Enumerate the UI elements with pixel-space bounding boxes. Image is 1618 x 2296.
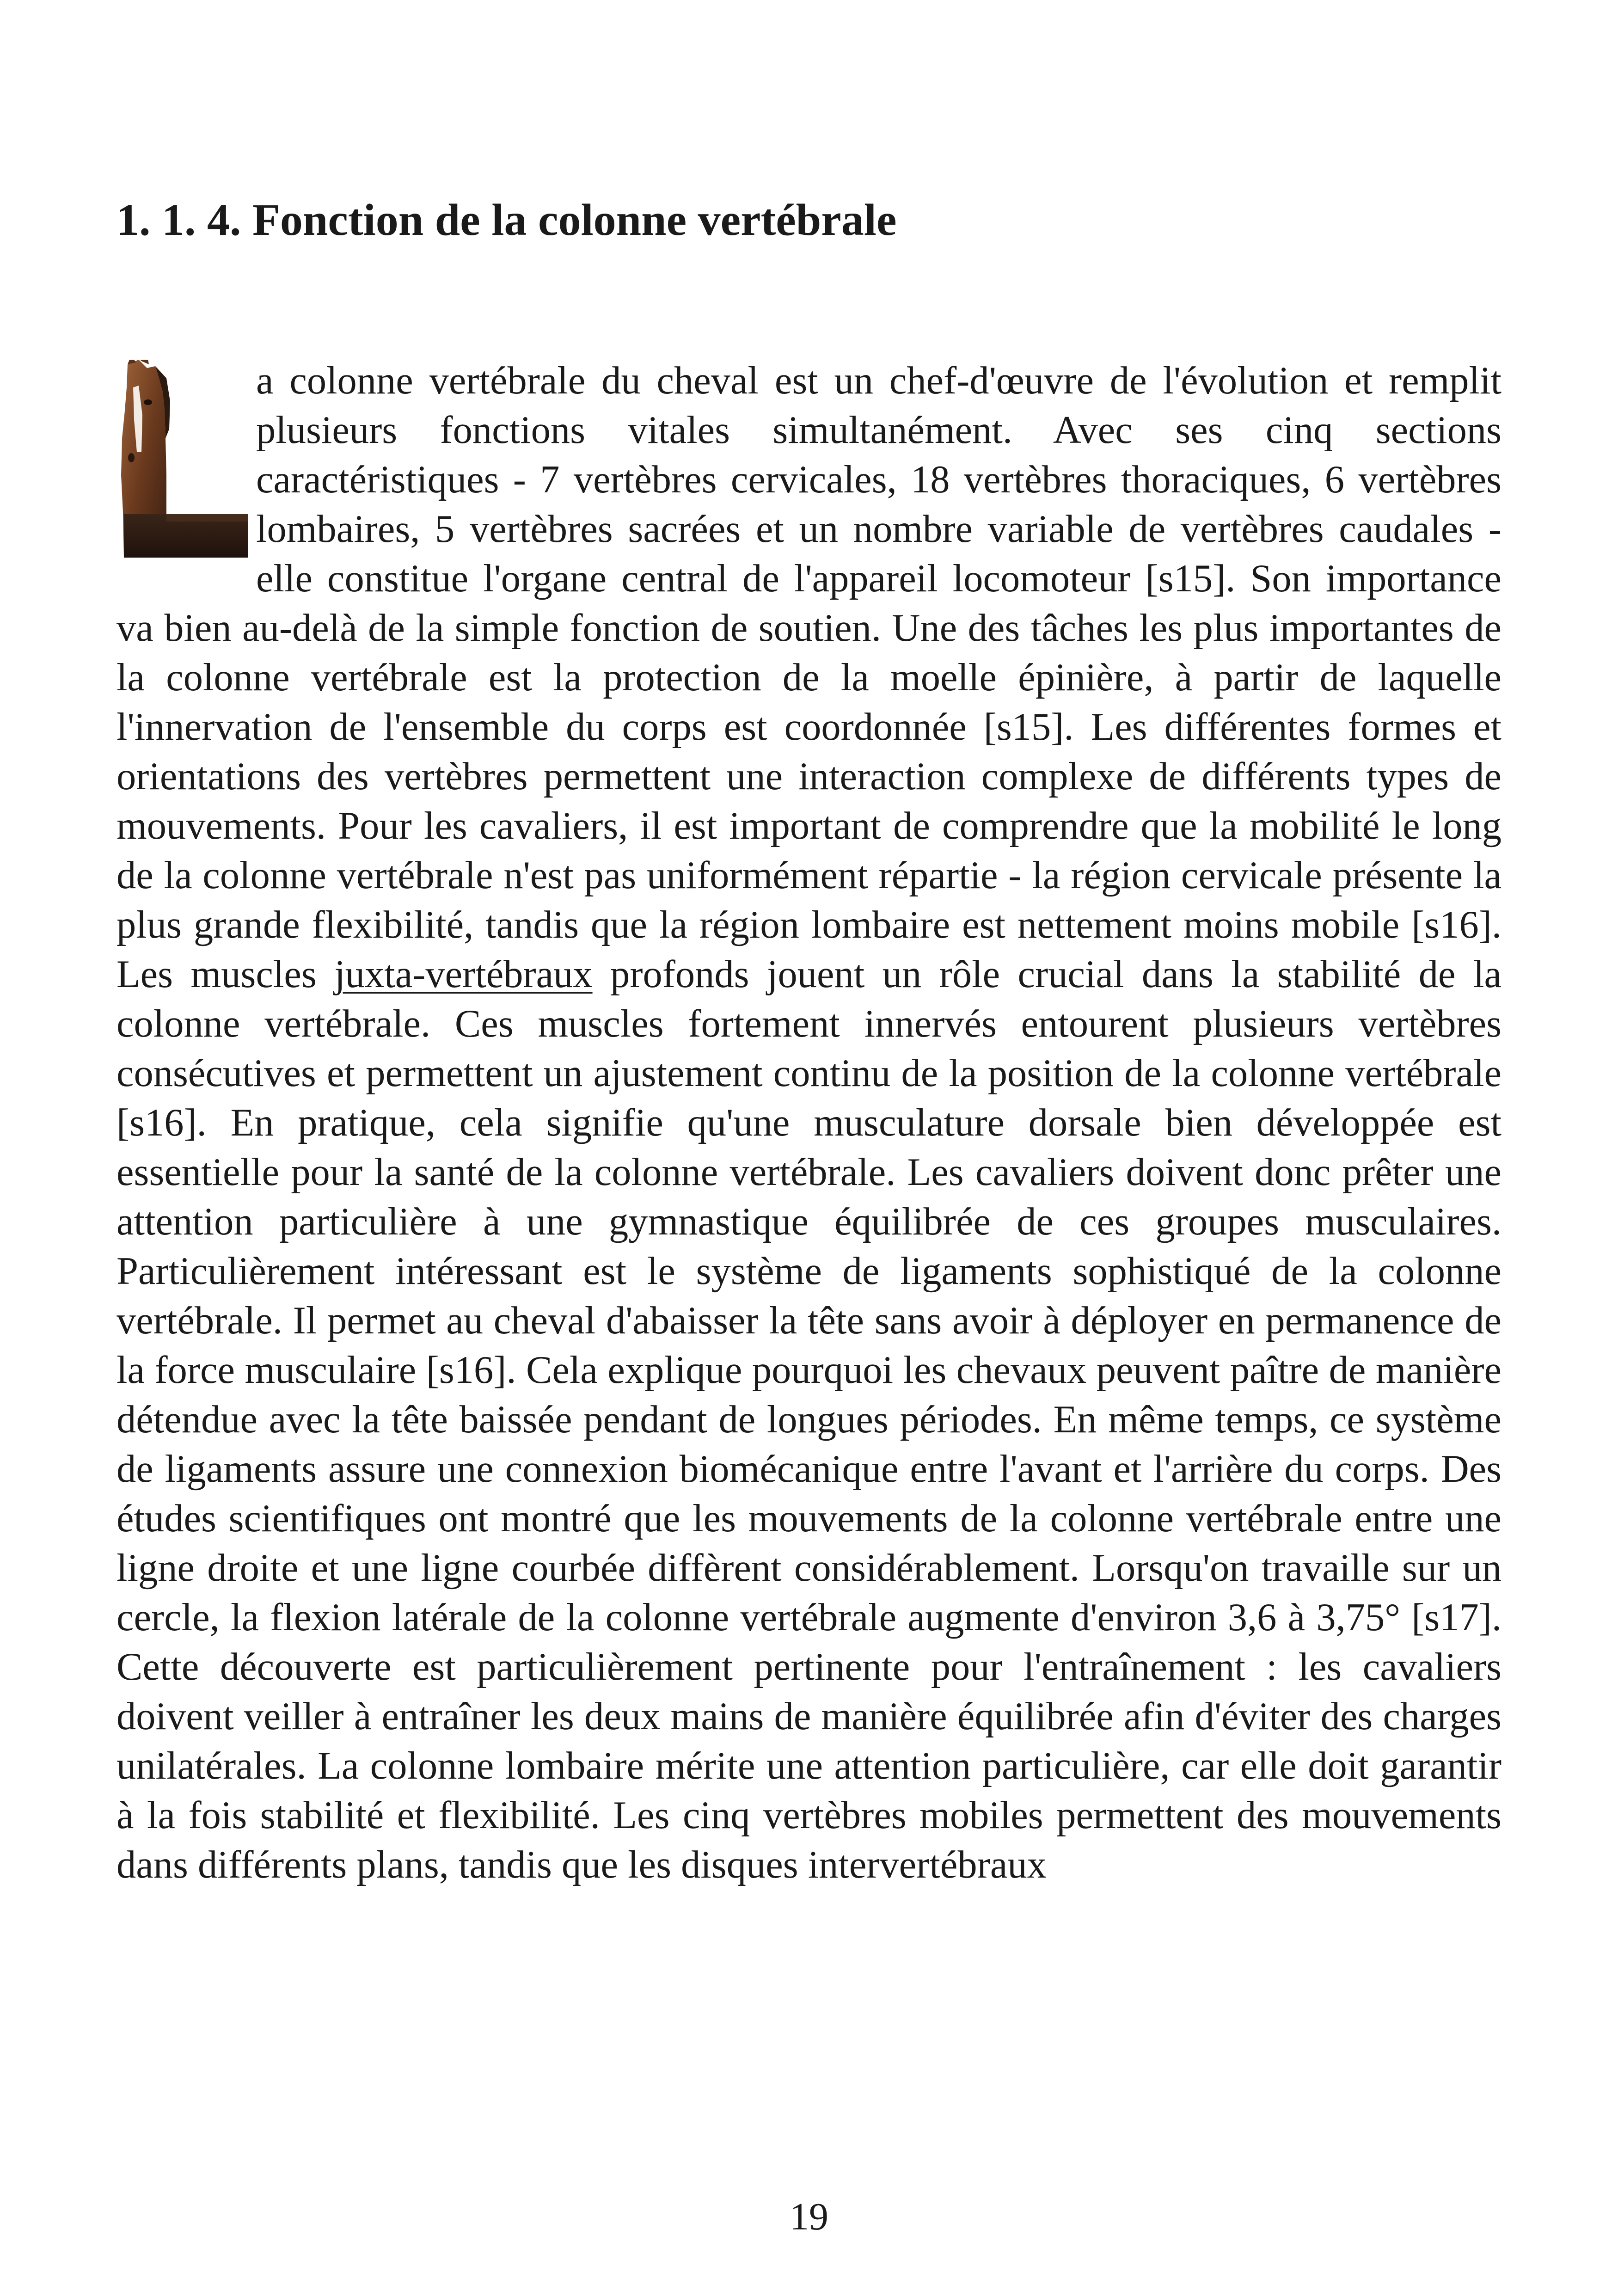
- paragraph-text-part-2: profonds jouent un rôle crucial dans la stabilité de la colonne vertébrale. Ces muscles fortement innervés entourent plusieurs vertèbres consécutives et permettent un ajustement continu de la position de la colonne vertébrale [s16]. En pratique, cela signifie qu'une musculature dorsale bien développée est essentielle pour la santé de la colonne vertébrale. Les cavaliers doivent donc prêter une attention particulière à une gymnastique équilibrée de ces groupes musculaires. Particulièrement intéressant est le système de ligaments sophistiqué de la colonne vertébrale. Il permet au cheval d'abaisser la tête sans avoir à déployer en permanence de la force musculaire [s16]. Cela explique pourquoi les chevaux peuvent paître de manière détendue avec la tête baissée pendant de longues périodes. En même temps, ce système de ligaments assure une connexion biomécanique entre l'avant et l'arrière du corps. Des études scientifiques ont montré que les mouvements de la colonne vertébrale entre une ligne droite et une ligne courbée diffèrent considérablement. Lorsqu'on travaille sur un cercle, la flexion latérale de la colonne vertébrale augmente d'environ 3,6 à 3,75° [s17]. Cette découverte est particulièrement pertinente pour l'entraînement : les cavaliers doivent veiller à entraîner les deux mains de manière équilibrée afin d'éviter des charges unilatérales. La colonne lombaire mérite une attention particulière, car elle doit garantir à la fois stabilité et flexibilité. Les cinq vertèbres mobiles permettent des mouvements dans différents plans, tandis que les disques intervertébraux: [116, 953, 1502, 1886]
- body-paragraph: [116, 356, 1502, 1890]
- paragraph-text-part-1: a colonne vertébrale du cheval est un chef-d'œuvre de l'évolution et remplit plusieurs fonctions vitales simultanément. Avec ses cinq sections caractéristiques - 7 vertèbres cervicales, 18 vertèbres thoraciques, 6 vertèbres lombaires, 5 vertèbres sacrées et un nombre variable de vertèbres caudales - elle constitue l'organe central de l'appareil locomoteur [s15]. Son importance va bien au-delà de la simple fonction de soutien. Une des tâches les plus importantes de la colonne vertébrale est la protection de la moelle épinière, à partir de laquelle l'innervation de l'ensemble du corps est coordonnée [s15]. Les différentes formes et orientations des vertèbres permettent une interaction complexe de différents types de mouvements. Pour les cavaliers, il est important de comprendre que la mobilité le long de la colonne vertébrale n'est pas uniformément répartie - la région cervicale présente la plus grande flexibilité, tandis que la région lombaire est nettement moins mobile [s16]. Les muscles: [116, 359, 1502, 996]
- section-heading: 1. 1. 4. Fonction de la colonne vertébrale: [116, 195, 897, 245]
- horse-head-letter-icon: [115, 360, 248, 558]
- juxta-vertebraux-link[interactable]: juxta-vertébraux: [334, 953, 593, 996]
- page-number: 19: [790, 2195, 828, 2238]
